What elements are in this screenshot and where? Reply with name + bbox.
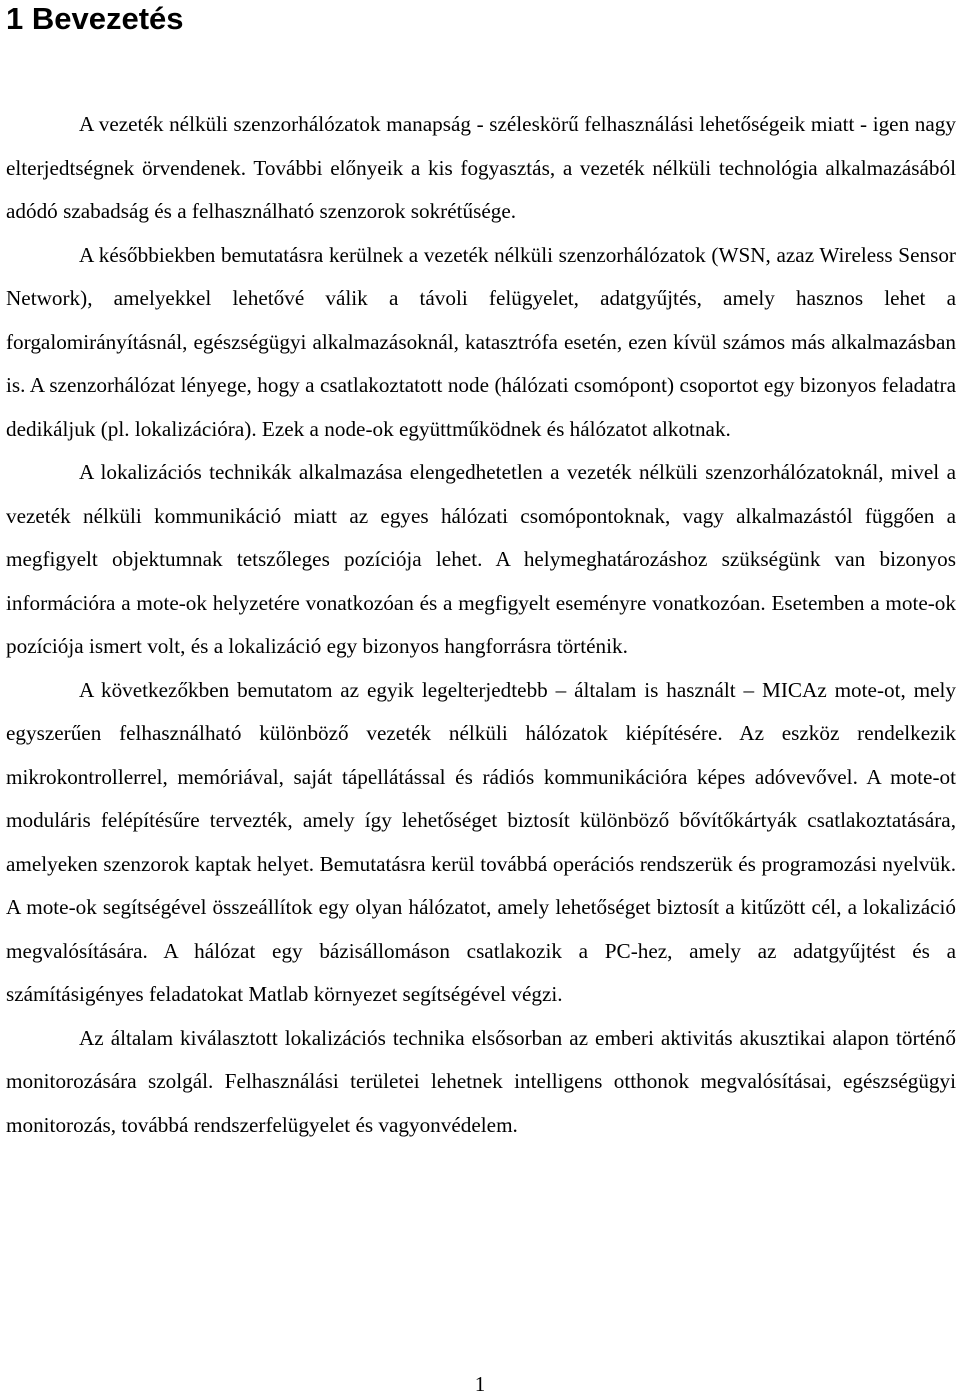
paragraph-5: Az általam kiválasztott lokalizációs technika elsősorban az emberi aktivitás akusztikai alapon történő monitorozására szolgál. Felhasználási területei lehetnek intelligens otthonok megvalósításai, egészségügyi monitorozás, továbbá rendszerfelügyelet és vagyonvédelem. <box>6 1025 956 1137</box>
page-number: 1 <box>474 1372 486 1396</box>
chapter-heading <box>6 0 184 38</box>
paragraph-2: A későbbiekben bemutatásra kerülnek a vezeték nélküli szenzorhálózatok (WSN, azaz Wireless Sensor Network), amelyekkel lehetővé válik a távoli felügyelet, adatgyűjtés, amely hasznos lehet a forgalomirányításnál, egészségügyi alkalmazásoknál, katasztrófa esetén, ezen kívül számos más alkalmazásban is. A szenzorhálózat lényege, hogy a csatlakoztatott node (hálózati csomópont) csoportot egy bizonyos feladatra dedikáljuk (pl. lokalizációra). Ezek a node-ok együttműködnek és hálózatot alkotnak. <box>6 242 956 441</box>
chapter-number: 1 <box>6 1 24 36</box>
paragraph-1: A vezeték nélküli szenzorhálózatok manapság - széleskörű felhasználási lehetőségeik miatt - igen nagy elterjedtségnek örvendenek. További előnyeik a kis fogyasztás, a vezeték nélküli technológia alkalmazásából adódó szabadság és a felhasználható szenzorok sokrétűsége. <box>6 112 956 223</box>
chapter-title: Bevezetés <box>31 1 184 36</box>
body-text <box>6 103 956 1147</box>
paragraph-4: A következőkben bemutatom az egyik legelterjedtebb – általam is használt – MICAz mote-ot, mely egyszerűen felhasználható különböző vezeték nélküli hálózatok kiépítésére. Az eszköz rendelkezik mikrokontrollerrel, memóriával, saját tápellátással és rádiós kommunikációra képes adóvevővel. A mote-ot moduláris felépítésűre tervezték, amely így lehetőséget biztosít különböző bővítőkártyák csatlakoztatására, amelyeken szenzorok kaptak helyet. Bemutatásra kerül továbbá operációs rendszerük és programozási nyelvük. A mote-ok segítségével összeállítok egy olyan hálózatot, amely lehetőséget biztosít a kitűzött cél, a lokalizáció megvalósítására. A hálózat egy bázisállomáson csatlakozik a PC-hez, amely az adatgyűjtést és a számításigényes feladatokat Matlab környezet segítségével végzi. <box>6 677 956 1006</box>
paragraph-3: A lokalizációs technikák alkalmazása elengedhetetlen a vezeték nélküli szenzorhálózatoknál, mivel a vezeték nélküli kommunikáció miatt az egyes hálózati csomópontoknak, vagy alkalmazástól függően a megfigyelt objektumnak tetszőleges pozíciója lehet. A helymeghatározáshoz szükségünk van bizonyos információra a mote-ok helyzetére vonatkozóan és a megfigyelt eseményre vonatkozóan. Esetemben a mote-ok pozíciója ismert volt, és a lokalizáció egy bizonyos hangforrásra történik. <box>6 460 956 658</box>
